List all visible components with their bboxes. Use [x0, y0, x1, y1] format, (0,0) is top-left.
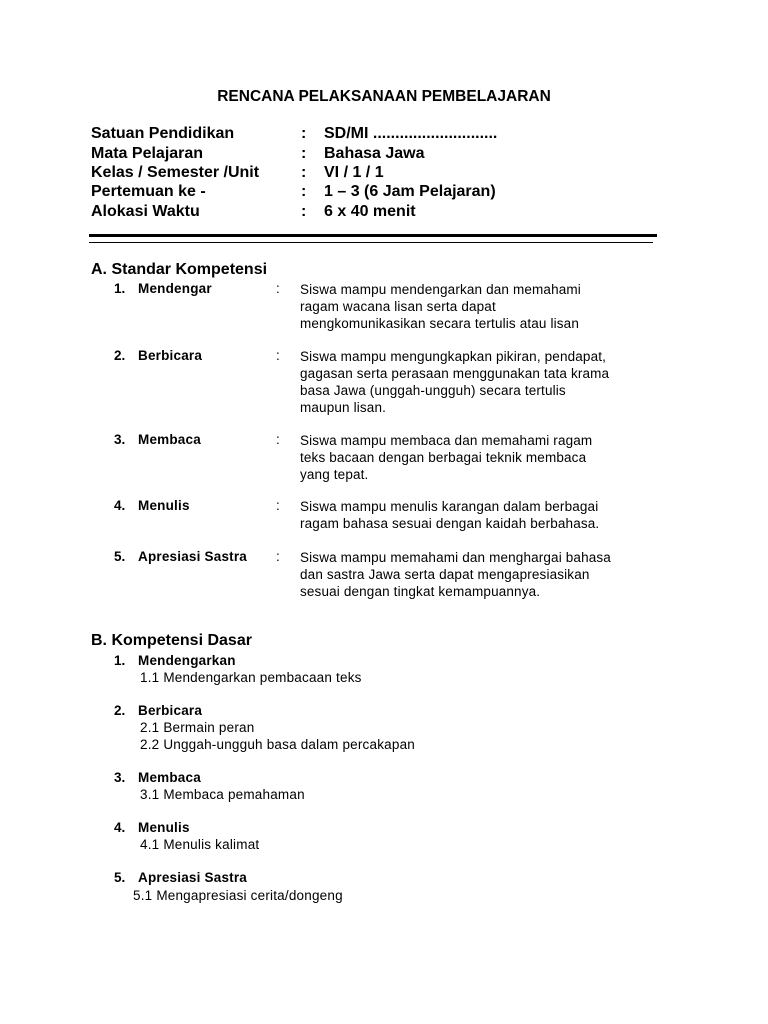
section-heading-standar-kompetensi: A. Standar Kompetensi — [91, 261, 268, 278]
kd-sub-item: 3.1 Membaca pemahaman — [140, 787, 305, 802]
kd-item-number: 5. — [114, 870, 126, 885]
sk-description-line: Siswa mampu mendengarkan dan memahami — [300, 282, 581, 297]
identity-value: 6 x 40 menit — [324, 203, 416, 220]
sk-item-label: Menulis — [138, 498, 190, 513]
sk-item-colon: : — [276, 549, 280, 564]
sk-description-line: dan sastra Jawa serta dapat mengapresiasikan — [300, 567, 590, 582]
sk-item-colon: : — [276, 348, 280, 363]
sk-description-line: Siswa mampu membaca dan memahami ragam — [300, 433, 593, 448]
sk-item-label: Mendengar — [138, 281, 212, 296]
kd-item-label: Apresiasi Sastra — [138, 870, 248, 885]
sk-item-colon: : — [276, 498, 280, 513]
sk-item-description — [300, 498, 660, 532]
kd-sub-item: 2.2 Unggah-ungguh basa dalam percakapan — [140, 737, 415, 752]
sk-description-line: teks bacaan dengan berbagai teknik membaca — [300, 450, 587, 465]
identity-colon: : — [301, 203, 307, 220]
identity-label: Alokasi Waktu — [91, 203, 200, 220]
kd-item-label: Menulis — [138, 820, 190, 835]
sk-description-line: Siswa mampu memahami dan menghargai bahasa — [300, 550, 611, 565]
identity-value: VI / 1 / 1 — [324, 164, 384, 181]
sk-item-description — [300, 549, 660, 600]
sk-description-line: yang tepat. — [300, 467, 369, 482]
identity-label: Pertemuan ke - — [91, 183, 206, 200]
kd-item-label: Mendengarkan — [138, 653, 236, 668]
sk-description-line: maupun lisan. — [300, 400, 387, 415]
kd-item-label: Membaca — [138, 770, 201, 785]
identity-label: Satuan Pendidikan — [91, 125, 235, 142]
kd-item-number: 1. — [114, 653, 126, 668]
identity-colon: : — [301, 183, 307, 200]
sk-description-line: ragam wacana lisan serta dapat — [300, 299, 496, 314]
sk-description-line: Siswa mampu mengungkapkan pikiran, pendapat, — [300, 349, 607, 364]
identity-label: Mata Pelajaran — [91, 145, 204, 162]
sk-item-description — [300, 348, 660, 416]
identity-colon: : — [301, 164, 307, 181]
kd-sub-item: 4.1 Menulis kalimat — [140, 837, 260, 852]
identity-colon: : — [301, 145, 307, 162]
identity-value: SD/MI ............................ — [324, 125, 498, 142]
identity-label: Kelas / Semester /Unit — [91, 164, 260, 181]
kd-item-number: 2. — [114, 703, 126, 718]
sk-item-number: 3. — [114, 432, 126, 447]
section-heading-kompetensi-dasar: B. Kompetensi Dasar — [91, 632, 252, 649]
divider-thin — [89, 242, 653, 243]
identity-value: Bahasa Jawa — [324, 145, 425, 162]
kd-sub-item: 5.1 Mengapresiasi cerita/dongeng — [133, 888, 343, 903]
sk-item-number: 2. — [114, 348, 126, 363]
identity-colon: : — [301, 125, 307, 142]
sk-item-label: Berbicara — [138, 348, 203, 363]
sk-description-line: mengkomunikasikan secara tertulis atau lisan — [300, 316, 579, 331]
sk-item-colon: : — [276, 432, 280, 447]
sk-item-colon: : — [276, 281, 280, 296]
sk-description-line: basa Jawa (unggah-ungguh) secara tertulis — [300, 383, 566, 398]
sk-description-line: Siswa mampu menulis karangan dalam berbagai — [300, 499, 599, 514]
divider-thick — [89, 234, 657, 237]
kd-item-number: 3. — [114, 770, 126, 785]
sk-description-line: ragam bahasa sesuai dengan kaidah berbahasa. — [300, 516, 600, 531]
kd-sub-item: 2.1 Bermain peran — [140, 720, 255, 735]
identity-value: 1 – 3 (6 Jam Pelajaran) — [324, 183, 496, 200]
sk-description-line: gagasan serta perasaan menggunakan tata krama — [300, 366, 610, 381]
sk-item-description — [300, 432, 660, 483]
sk-item-label: Membaca — [138, 432, 201, 447]
kd-item-number: 4. — [114, 820, 126, 835]
kd-item-label: Berbicara — [138, 703, 203, 718]
sk-item-description — [300, 281, 660, 332]
sk-item-number: 5. — [114, 549, 126, 564]
sk-item-number: 1. — [114, 281, 126, 296]
document-title: RENCANA PELAKSANAAN PEMBELAJARAN — [217, 88, 551, 105]
kd-sub-item: 1.1 Mendengarkan pembacaan teks — [140, 670, 362, 685]
sk-item-number: 4. — [114, 498, 126, 513]
sk-description-line: sesuai dengan tingkat kemampuannya. — [300, 584, 541, 599]
sk-item-label: Apresiasi Sastra — [138, 549, 248, 564]
